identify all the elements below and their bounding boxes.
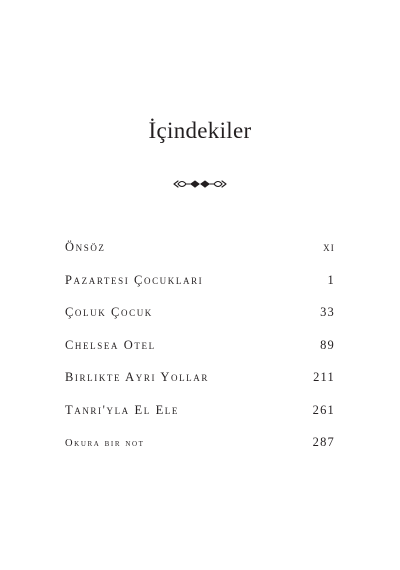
toc-entry-chelsea-otel[interactable]: [65, 338, 335, 371]
toc-entry-page-number: xi: [323, 240, 335, 254]
toc-entry-title: Pazartesi Çocukları: [65, 272, 204, 287]
toc-entry-title: Tanrı'yla El Ele: [65, 402, 179, 417]
toc-entry-onsoz[interactable]: [65, 240, 335, 273]
decorative-flourish-icon: [172, 178, 228, 190]
table-of-contents: [65, 240, 335, 468]
toc-entry-birlikte-ayri-yollar[interactable]: [65, 370, 335, 403]
toc-entry-title: Önsöz: [65, 240, 106, 254]
toc-entry-tanriyla-el-ele[interactable]: [65, 403, 335, 436]
toc-entry-page-number: 89: [320, 337, 335, 352]
toc-entry-title: Birlikte Ayrı Yollar: [65, 370, 209, 384]
toc-entry-title: Çoluk Çocuk: [65, 305, 153, 319]
toc-entry-title: Chelsea Otel: [65, 337, 156, 352]
toc-entry-pazartesi-cocuklari[interactable]: [65, 273, 335, 306]
page-title: İçindekiler: [148, 118, 252, 143]
toc-entry-page-number: 211: [313, 370, 335, 384]
toc-entry-title: Okura bir not: [65, 438, 145, 449]
toc-entry-page-number: 1: [327, 272, 335, 287]
toc-entry-page-number: 287: [312, 435, 335, 449]
toc-entry-coluk-cocuk[interactable]: [65, 305, 335, 338]
toc-entry-page-number: 261: [312, 402, 335, 417]
toc-entry-page-number: 33: [320, 305, 335, 319]
toc-entry-okura-bir-not[interactable]: [65, 435, 335, 468]
